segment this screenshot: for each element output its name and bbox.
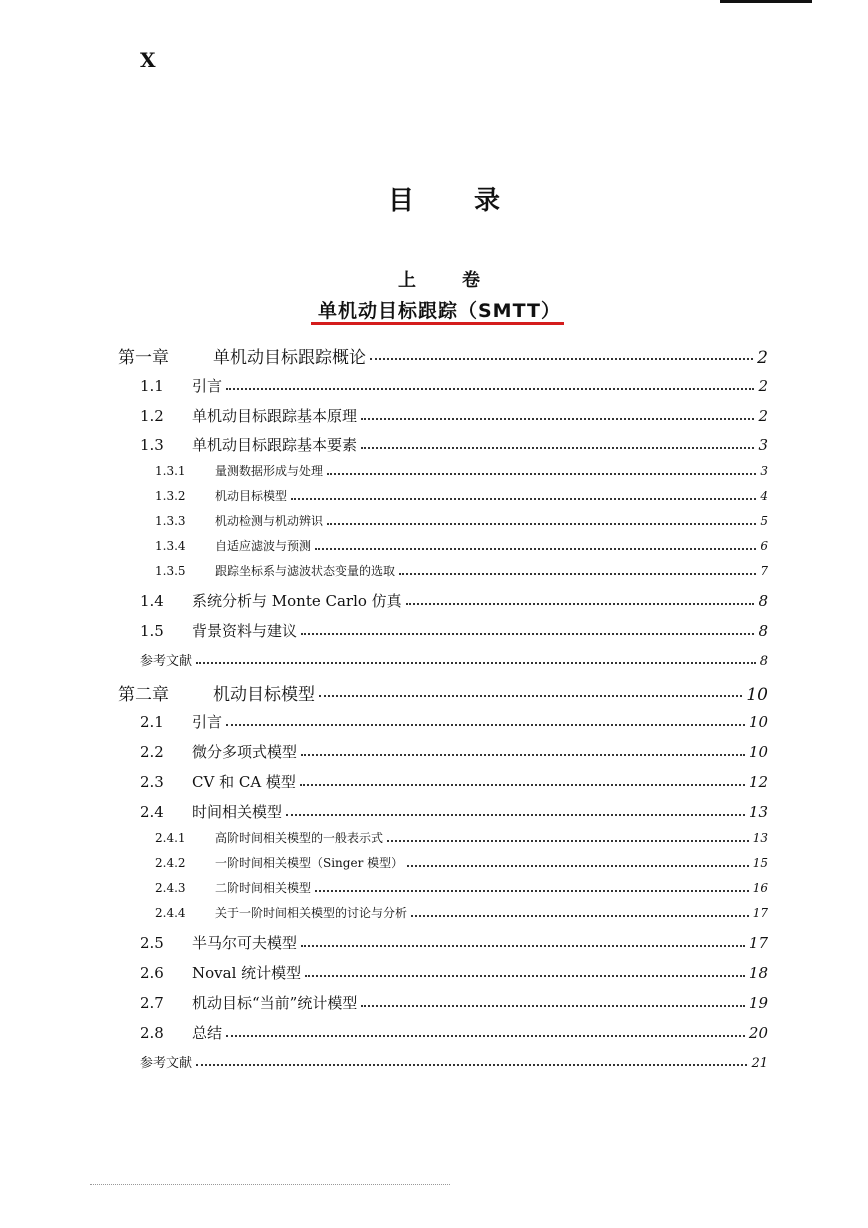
toc-page: 16 — [752, 881, 768, 895]
leader-dots — [327, 473, 756, 475]
toc-entry[interactable] — [155, 537, 768, 554]
toc-title: 跟踪坐标系与滤波状态变量的选取 — [215, 564, 396, 578]
leader-dots — [361, 447, 754, 449]
toc-page: 13 — [748, 803, 768, 821]
toc-page: 10 — [746, 685, 768, 705]
toc-entry[interactable] — [140, 932, 768, 953]
toc-title: 机动目标“当前”统计模型 — [192, 994, 358, 1012]
toc-page: 3 — [758, 436, 768, 454]
leader-dots — [407, 865, 749, 867]
leader-dots — [361, 1005, 745, 1007]
toc-number: 1.5 — [140, 622, 164, 640]
leader-dots — [305, 975, 745, 977]
toc-entry[interactable] — [155, 562, 768, 579]
toc-number: 2.6 — [140, 964, 164, 982]
toc-number: 1.3.2 — [155, 489, 186, 503]
toc-title: 关于一阶时间相关模型的讨论与分析 — [215, 906, 408, 920]
toc-entry[interactable] — [140, 992, 768, 1013]
toc-number: 1.3.5 — [155, 564, 186, 578]
toc-number: 2.1 — [140, 713, 164, 731]
toc-page: 10 — [748, 713, 768, 731]
toc-title: 机动目标模型 — [213, 685, 315, 705]
toc-page: 6 — [760, 539, 768, 553]
toc-title: 系统分析与 Monte Carlo 仿真 — [192, 592, 402, 610]
toc-page: 2 — [757, 348, 768, 368]
toc-number: 1.3.3 — [155, 514, 186, 528]
leader-dots — [319, 695, 742, 697]
toc-number: 1.3.4 — [155, 539, 186, 553]
toc-page: 18 — [748, 964, 768, 982]
toc-number: 1.4 — [140, 592, 164, 610]
toc-entry[interactable] — [140, 711, 768, 732]
toc-entry[interactable] — [155, 879, 768, 896]
toc-page: 19 — [748, 994, 768, 1012]
toc-entry-references[interactable] — [140, 1052, 768, 1071]
leader-dots — [315, 548, 756, 550]
toc-title: 引言 — [192, 713, 223, 731]
toc-entry[interactable] — [140, 620, 768, 641]
toc-entry[interactable] — [140, 1022, 768, 1043]
leader-dots — [361, 418, 754, 420]
toc-number: 1.3 — [140, 436, 164, 454]
leader-dots — [399, 573, 756, 575]
toc-number: 2.5 — [140, 934, 164, 952]
toc-page: 2 — [758, 377, 768, 395]
leader-dots — [196, 662, 756, 664]
toc-title: 机动目标模型 — [215, 489, 288, 503]
toc-title: 总结 — [192, 1024, 223, 1042]
leader-dots — [291, 498, 756, 500]
toc-page: 8 — [758, 622, 768, 640]
toc-title: 一阶时间相关模型（Singer 模型） — [215, 856, 404, 870]
toc-title: 单机动目标跟踪基本要素 — [192, 436, 358, 454]
leader-dots — [301, 945, 745, 947]
toc-page: 8 — [759, 654, 768, 669]
toc-page: 8 — [758, 592, 768, 610]
toc-entry-chapter-1[interactable] — [118, 343, 768, 368]
leader-dots — [301, 754, 745, 756]
toc-number: 2.4 — [140, 803, 164, 821]
toc-title: 高阶时间相关模型的一般表示式 — [215, 831, 384, 845]
toc-entry[interactable] — [140, 741, 768, 762]
toc-number: 2.7 — [140, 994, 164, 1012]
toc-page: 20 — [748, 1024, 768, 1042]
toc-title: 单机动目标跟踪概论 — [213, 348, 366, 368]
toc-entry[interactable] — [155, 829, 768, 846]
toc-entry[interactable] — [140, 962, 768, 983]
toc-entry[interactable] — [155, 904, 768, 921]
toc-title: 机动检测与机动辨识 — [215, 514, 324, 528]
toc-number: 2.4.2 — [155, 856, 186, 870]
toc-entry[interactable] — [155, 512, 768, 529]
toc-number: 1.3.1 — [155, 464, 186, 478]
scan-noise-line — [90, 1180, 450, 1185]
leader-dots — [226, 1035, 745, 1037]
leader-dots — [387, 840, 749, 842]
toc-page: 12 — [748, 773, 768, 791]
toc-page: 5 — [760, 514, 768, 528]
toc-number: 1.1 — [140, 377, 164, 395]
toc-title: 引言 — [192, 377, 223, 395]
leader-dots — [226, 724, 745, 726]
toc-entry[interactable] — [140, 375, 768, 396]
top-border-line — [720, 0, 812, 3]
toc-number: 2.4.3 — [155, 881, 186, 895]
toc-page: 4 — [760, 489, 768, 503]
toc-page: 17 — [752, 906, 768, 920]
leader-dots — [327, 523, 756, 525]
leader-dots — [406, 603, 755, 605]
toc-entry[interactable] — [140, 405, 768, 426]
toc-page: 7 — [760, 564, 768, 578]
volume-heading — [398, 266, 480, 292]
toc-entry-references[interactable] — [140, 650, 768, 669]
toc-number: 2.2 — [140, 743, 164, 761]
volume-char-2: 卷 — [462, 270, 480, 291]
toc-entry-chapter-2[interactable] — [118, 680, 768, 705]
leader-dots — [196, 1064, 747, 1066]
leader-dots — [301, 633, 754, 635]
page-number: X — [140, 48, 156, 72]
title-char-1: 目 — [388, 186, 417, 216]
toc-title: 参考文献 — [140, 1056, 193, 1071]
volume-char-1: 上 — [398, 270, 416, 291]
toc-entry[interactable] — [140, 801, 768, 822]
toc-title: Noval 统计模型 — [192, 964, 302, 982]
leader-dots — [370, 358, 753, 360]
toc-entry[interactable] — [140, 771, 768, 792]
toc-page: 3 — [760, 464, 768, 478]
toc-title: 量测数据形成与处理 — [215, 464, 324, 478]
toc-number: 2.4.4 — [155, 906, 186, 920]
toc-page: 10 — [748, 743, 768, 761]
toc-title: 微分多项式模型 — [192, 743, 298, 761]
toc-title: CV 和 CA 模型 — [192, 773, 296, 791]
toc-title: 二阶时间相关模型 — [215, 881, 312, 895]
toc-page: 17 — [748, 934, 768, 952]
toc-number: 1.2 — [140, 407, 164, 425]
toc-title: 参考文献 — [140, 654, 193, 669]
toc-title: 单机动目标跟踪基本原理 — [192, 407, 358, 425]
leader-dots — [286, 814, 745, 816]
toc-page: 2 — [758, 407, 768, 425]
toc-title: 半马尔可夫模型 — [192, 934, 298, 952]
toc-entry[interactable] — [155, 462, 768, 479]
toc-number: 2.3 — [140, 773, 164, 791]
toc-title: 自适应滤波与预测 — [215, 539, 312, 553]
leader-dots — [411, 915, 749, 917]
page-title — [388, 180, 502, 217]
toc-entry[interactable] — [140, 434, 768, 455]
toc-number: 第二章 — [118, 685, 169, 705]
toc-page: 15 — [752, 856, 768, 870]
toc-title: 背景资料与建议 — [192, 622, 298, 640]
toc-number: 2.4.1 — [155, 831, 186, 845]
toc-title: 时间相关模型 — [192, 803, 283, 821]
toc-number: 2.8 — [140, 1024, 164, 1042]
toc-entry[interactable] — [140, 590, 768, 611]
toc-page: 21 — [751, 1056, 768, 1071]
section-subtitle: 单机动目标跟踪（SMTT） — [318, 300, 561, 322]
subtitle-red-underline — [311, 322, 564, 325]
leader-dots — [315, 890, 749, 892]
toc-number: 第一章 — [118, 348, 169, 368]
leader-dots — [226, 388, 754, 390]
toc-entry[interactable] — [155, 487, 768, 504]
title-char-2: 录 — [474, 186, 503, 216]
toc-page: 13 — [752, 831, 768, 845]
leader-dots — [300, 784, 745, 786]
toc-entry[interactable] — [155, 854, 768, 871]
